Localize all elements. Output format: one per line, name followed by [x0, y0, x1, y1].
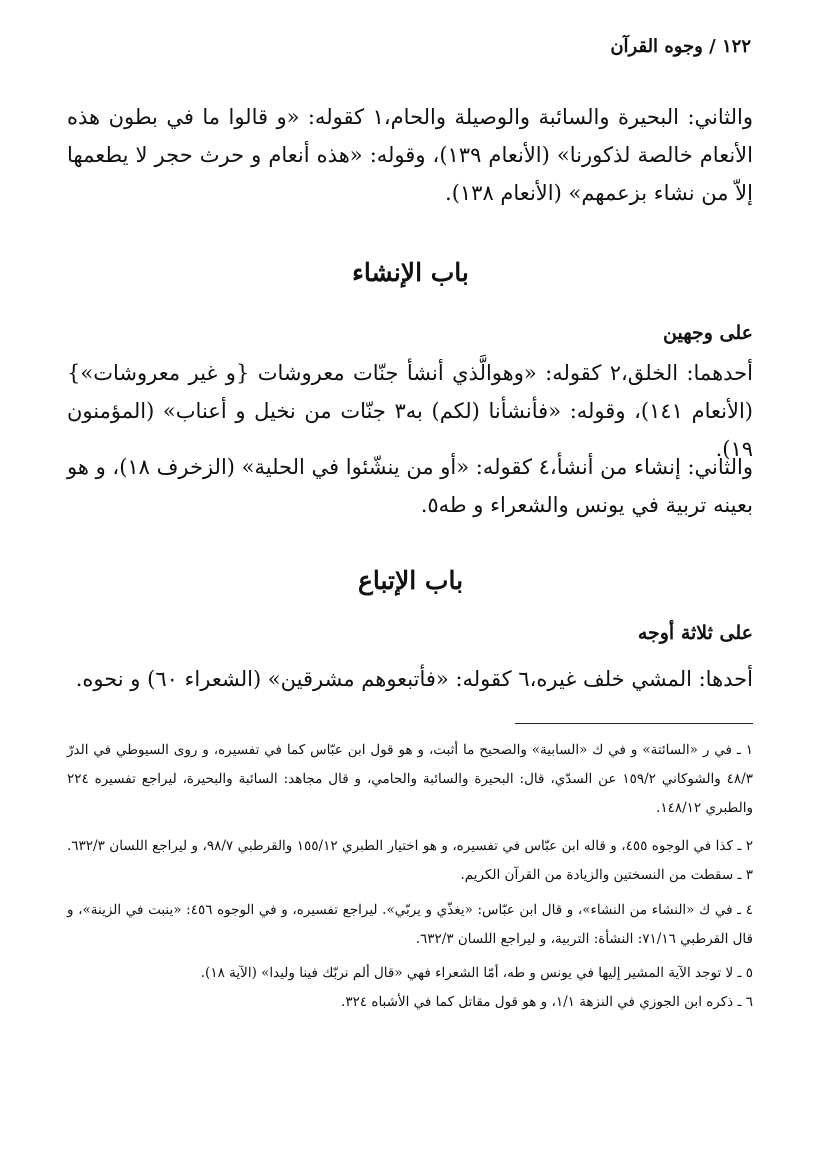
paragraph-second-aspect: والثاني: إنشاء من أنشأ،٤ كقوله: «أو من ينشّئوا في الحلية» (الزخرف ١٨)، و هو بعينه تربية في يونس والشعراء و طه٥.: [67, 455, 753, 517]
footnote-1: ١ ـ في ر «السائتة» و في ك «السابية» والصحيح ما أثبت، و هو قول ابن عبّاس كما في تفسيره، و روى السيوطي في الدرّ ٤٨/٣ والشوكاني ١٥٩/٢ عن السدّي، قال: البحيرة والسائبة والحامي، و قال مجاهد: السائبة والبحيرة، ليراجع تفسيره ٢٢٤ والطبري ١٤٨/١٢.: [67, 742, 753, 816]
paragraph-first-of-three: أحدها: المشي خلف غيره،٦ كقوله: «فأتبعوهم مشرقين» (الشعراء ٦٠) و نحوه.: [75, 667, 753, 691]
subheading-two-aspects: على وجهين: [663, 322, 753, 344]
subheading-three-aspects: على ثلاثة أوجه: [637, 622, 753, 644]
paragraph-second-meaning: والثاني: البحيرة والسائبة والوصيلة والحام،١ كقوله: «و قالوا ما في بطون هذه الأنعام خالصة لذكورنا» (الأنعام ١٣٩)، وقوله: «هذه أنعام و حرث حجر لا يطعمها إلاّ من نشاء بزعمهم» (الأنعام ١٣٨).: [67, 105, 753, 205]
running-header: ١٢٢ / وجوه القرآن: [610, 36, 751, 57]
footnote-6: ٦ ـ ذكره ابن الجوزي في النزهة ١/١، و هو قول مقاتل كما في الأشباه ٣٢٤.: [341, 994, 753, 1010]
footnote-divider: [515, 723, 753, 724]
footnote-2-3: ٢ ـ كذا في الوجوه ٤٥٥، و قاله ابن عبّاس في تفسيره، و هو اختيار الطبري ١٥٥/١٢ والقرطبي ٩٨/٧، و ليراجع اللسان ٦٣٢/٣. ٣ ـ سقطت من النسختين والزيادة من القرآن الكريم.: [67, 838, 753, 883]
section-heading-inshaa: باب الإنشاء: [352, 258, 469, 287]
section-heading-itbaa: باب الإتباع: [357, 566, 464, 595]
footnote-4: ٤ ـ في ك «النشاء من النشاء»، و قال ابن عبّاس: «يغذّي و يربّي». ليراجع تفسيره، و في الوجوه ٤٥٦: «ينبت في الزينة»، و قال القرطبي ٧١/١٦: النشأة: التربية، و ليراجع اللسان ٦٣٢/٣.: [67, 902, 753, 947]
paragraph-first-aspect: أحدهما: الخلق،٢ كقوله: «وهوالَّذي أنشأ جنّات معروشات {و غير معروشات»} (الأنعام ١٤١)، وقوله: «فأنشأنا (لكم) به٣ جنّات من نخيل و أعناب» (المؤمنون ١٩).: [67, 361, 753, 461]
footnote-5: ٥ ـ لا توجد الآية المشير إليها في يونس و طه، أمّا الشعراء فهي «قال ألم نربّك فينا وليدا» (الآية ١٨).: [200, 965, 753, 981]
